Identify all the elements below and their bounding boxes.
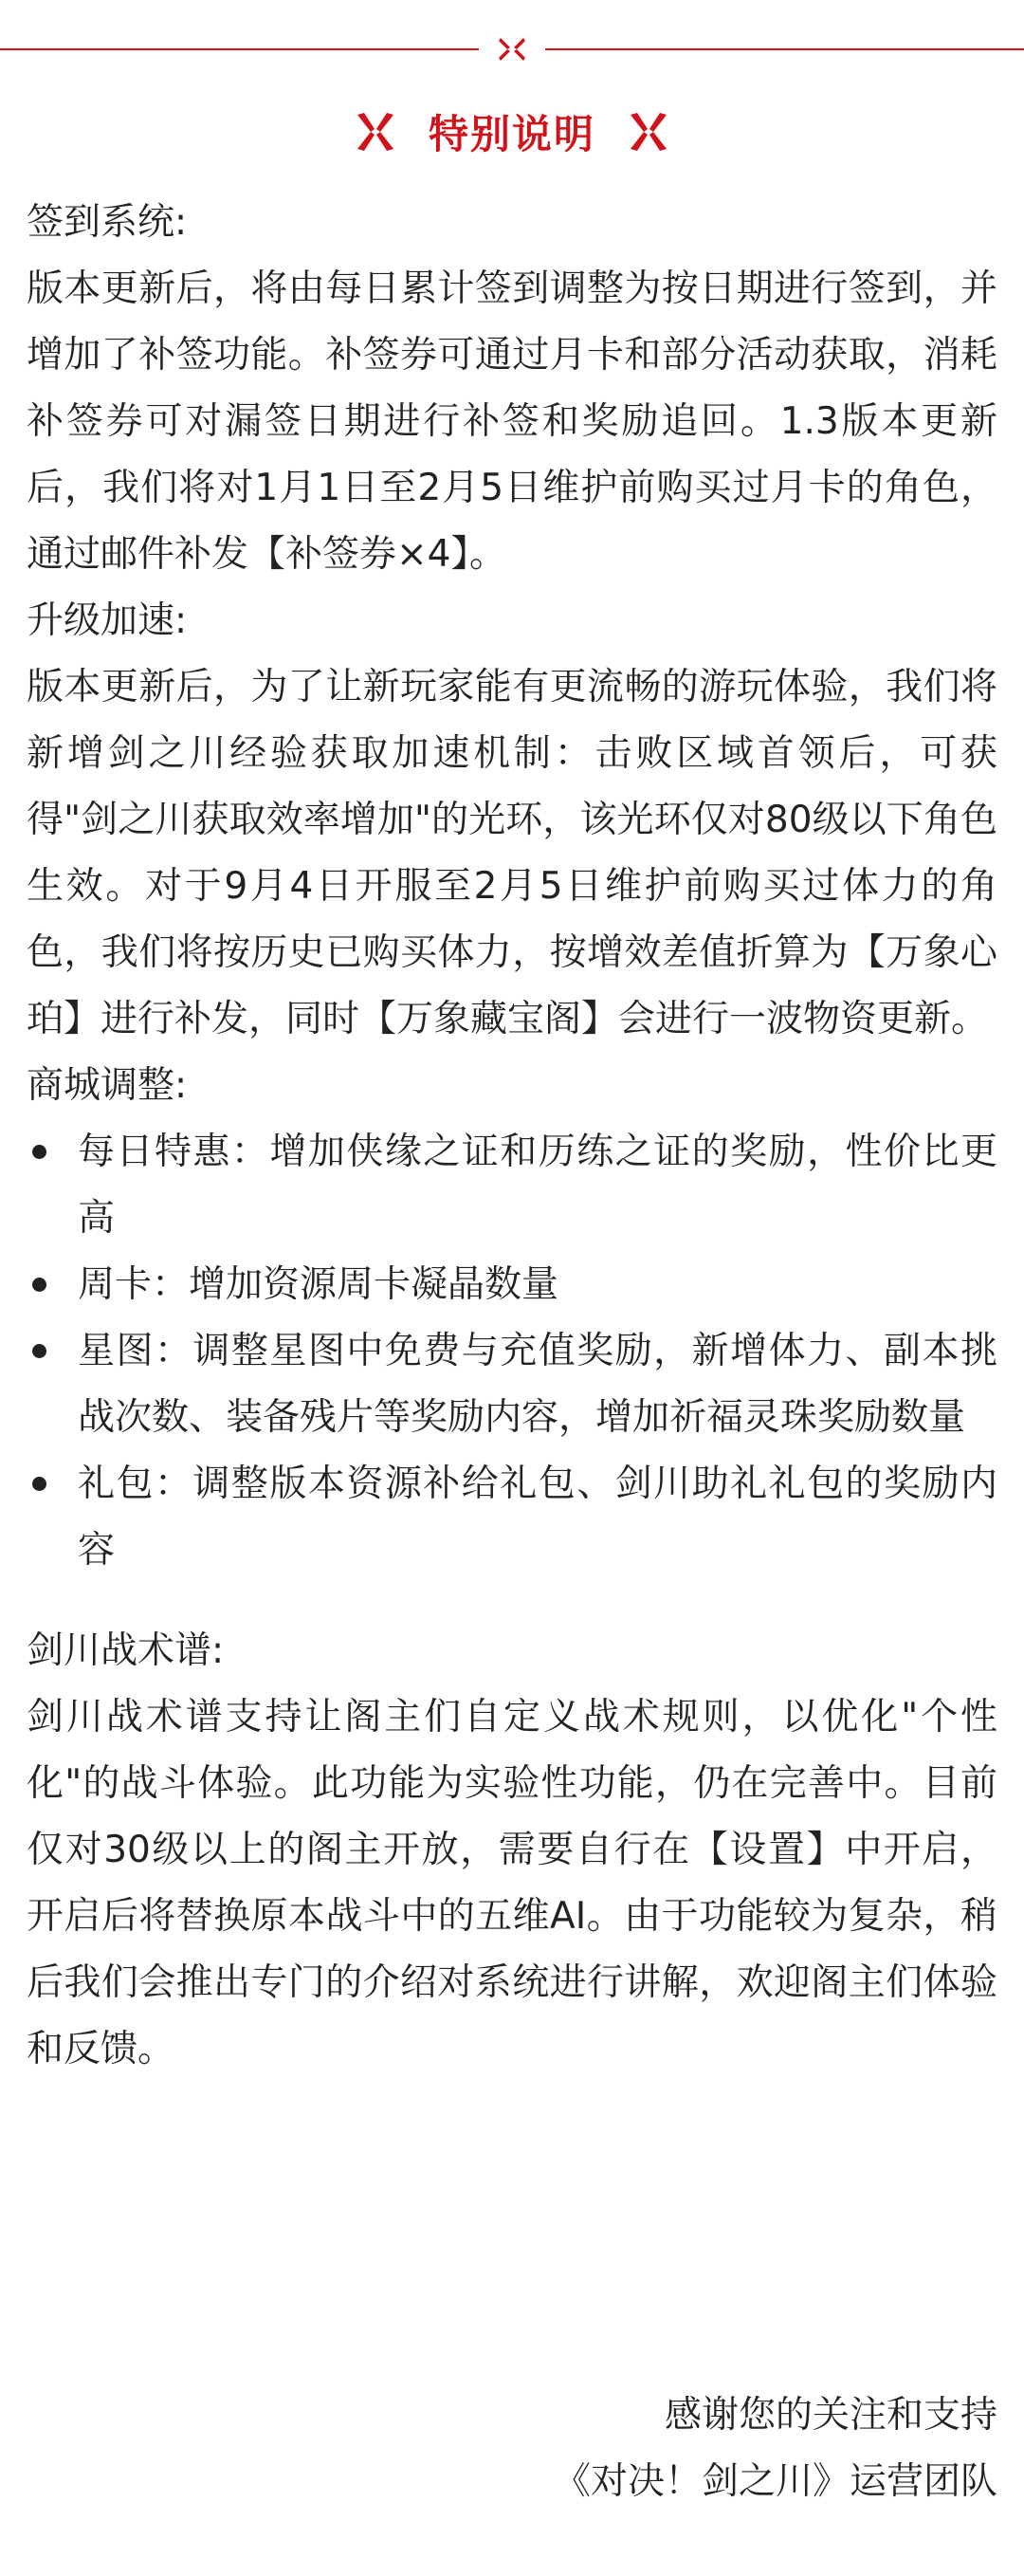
section-heading-shop: 商城调整:: [27, 1064, 188, 1107]
shop-list: [27, 1119, 997, 1584]
top-divider: [0, 36, 1024, 63]
section-heading-tactics: 剑川战术谱:: [27, 1629, 225, 1672]
section-heading-checkin: 签到系统:: [27, 201, 188, 244]
section-heading-levelup: 升级加速:: [27, 599, 188, 642]
list-item: 星图：调整星图中免费与充值奖励，新增体力、副本挑战次数、装备残片等奖励内容，增加祈福灵珠奖励数量: [27, 1318, 997, 1451]
cross-ornament-icon: [628, 111, 669, 153]
section-body-checkin: 版本更新后，将由每日累计签到调整为按日期进行签到，并增加了补签功能。补签券可通过月卡和部分活动获取，消耗补签券可对漏签日期进行补签和奖励追回。1.3版本更新后，我们将对1月1日至2月5日维护前购买过月卡的角色，通过邮件补发【补签券×4】。: [27, 267, 997, 576]
divider-line-right: [545, 48, 1024, 50]
cross-ornament-icon: [497, 36, 527, 63]
list-item: 礼包：调整版本资源补给礼包、剑川助礼礼包的奖励内容: [27, 1451, 997, 1584]
signature-block: [554, 2383, 997, 2515]
list-item: 每日特惠：增加侠缘之证和历练之证的奖励，性价比更高: [27, 1119, 997, 1252]
cross-ornament-icon: [355, 111, 396, 153]
divider-line-left: [0, 48, 479, 50]
list-item: 周卡：增加资源周卡凝晶数量: [27, 1252, 997, 1318]
section-body-levelup: 版本更新后，为了让新玩家能有更流畅的游玩体验，我们将新增剑之川经验获取加速机制：击败区域首领后，可获得"剑之川获取效率增加"的光环，该光环仅对80级以下角色生效。对于9月4日开服至2月5日维护前购买过体力的角色，我们将按历史已购买体力，按增效差值折算为【万象心珀】进行补发，同时【万象藏宝阁】会进行一波物资更新。: [27, 666, 997, 1040]
section-spacer: [27, 1584, 997, 1618]
section-body-tactics: 剑川战术谱支持让阁主们自定义战术规则，以优化"个性化"的战斗体验。此功能为实验性功能，仍在完善中。目前仅对30级以上的阁主开放，需要自行在【设置】中开启，开启后将替换原本战斗中的五维AI。由于功能较为复杂，稍后我们会推出专门的介绍对系统进行讲解，欢迎阁主们体验和反馈。: [27, 1696, 997, 2070]
signature-team: 《对决！剑之川》运营团队: [553, 2460, 997, 2503]
page-title: 特别说明: [428, 111, 595, 157]
announcement-content: [27, 190, 997, 2083]
signature-thanks: 感谢您的关注和支持: [664, 2394, 997, 2437]
title-row: [0, 99, 1024, 165]
